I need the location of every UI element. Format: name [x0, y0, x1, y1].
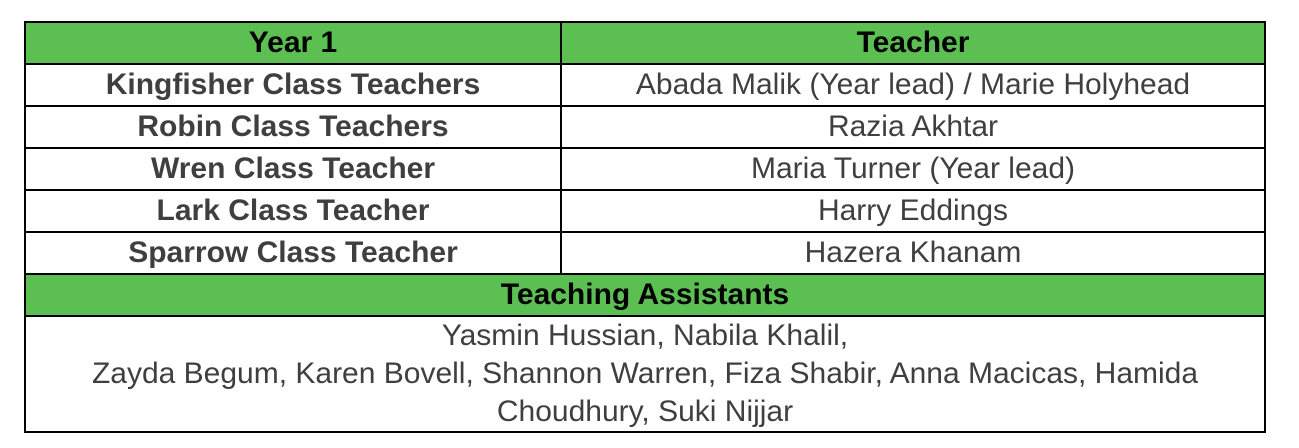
- assistants-line-1: Yasmin Hussian, Nabila Khalil,: [441, 319, 849, 352]
- assistants-line-2: Zayda Begum, Karen Bovell, Shannon Warren, Fiza Shabir, Anna Macicas, Hamida: [91, 357, 1199, 390]
- header-teacher: Teacher: [561, 22, 1265, 64]
- assistants-heading: Teaching Assistants: [25, 274, 1265, 316]
- assistants-header-row: [25, 274, 1265, 316]
- table-row: [25, 148, 1265, 190]
- teacher-name-cell: Hazera Khanam: [561, 232, 1265, 274]
- table-header-row: [25, 22, 1265, 64]
- staff-table: [24, 21, 1266, 433]
- teacher-name-cell: Harry Eddings: [561, 190, 1265, 232]
- class-name-cell: Kingfisher Class Teachers: [25, 64, 561, 106]
- header-year: Year 1: [25, 22, 561, 64]
- table-row: [25, 64, 1265, 106]
- teacher-name-cell: Abada Malik (Year lead) / Marie Holyhead: [561, 64, 1265, 106]
- class-name-cell: Wren Class Teacher: [25, 148, 561, 190]
- assistants-list-cell: [25, 316, 1265, 432]
- class-name-cell: Robin Class Teachers: [25, 106, 561, 148]
- assistants-line-3: Choudhury, Suki Nijjar: [496, 395, 794, 428]
- assistants-body-row: [25, 316, 1265, 432]
- class-name-cell: Lark Class Teacher: [25, 190, 561, 232]
- teacher-name-cell: Razia Akhtar: [561, 106, 1265, 148]
- staff-table-container: [24, 21, 1264, 433]
- teacher-name-cell: Maria Turner (Year lead): [561, 148, 1265, 190]
- table-row: [25, 232, 1265, 274]
- class-name-cell: Sparrow Class Teacher: [25, 232, 561, 274]
- table-row: [25, 106, 1265, 148]
- table-row: [25, 190, 1265, 232]
